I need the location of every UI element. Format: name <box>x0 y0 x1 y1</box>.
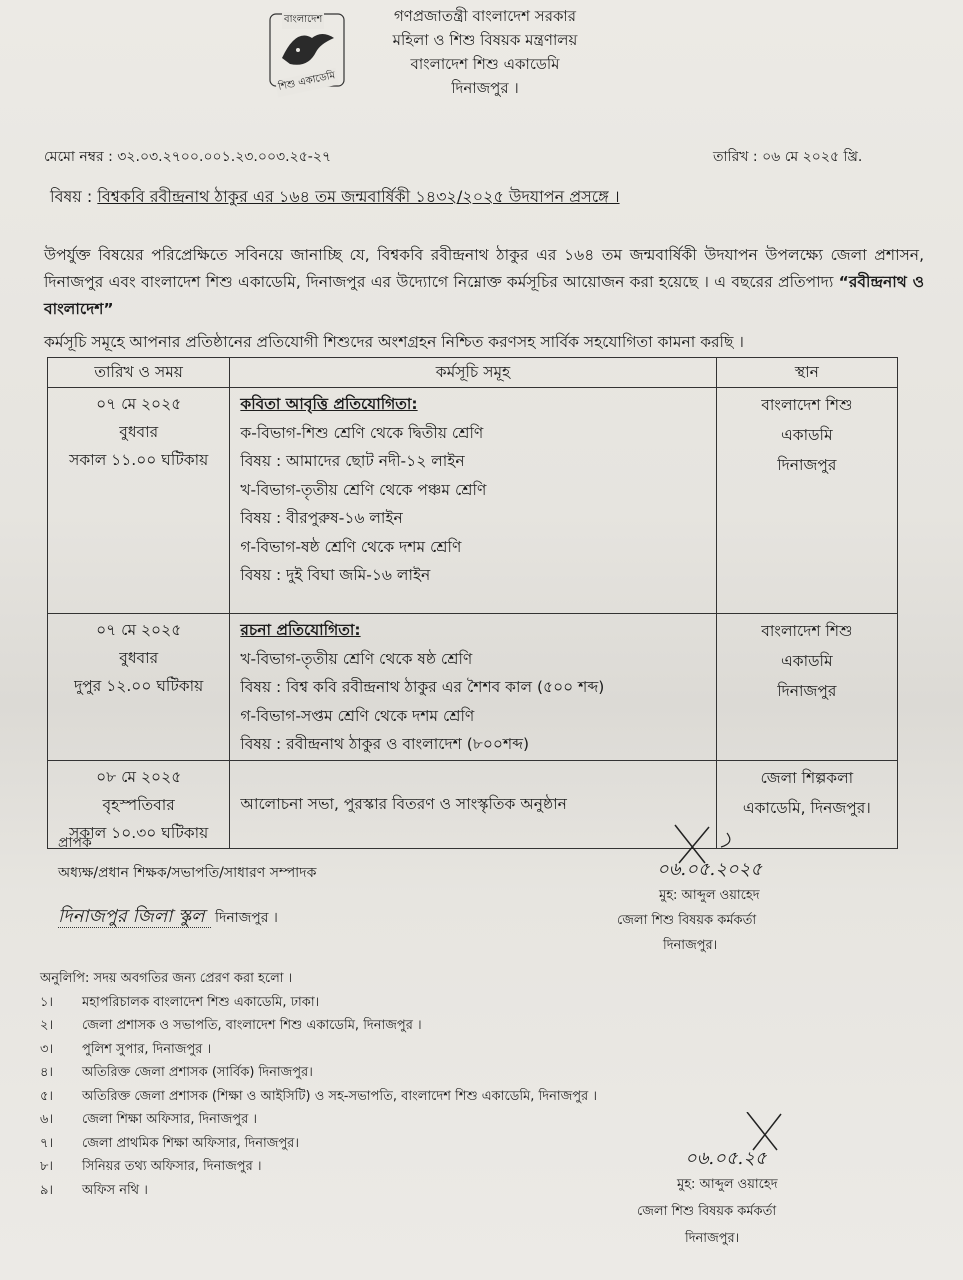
header-datetime: তারিখ ও সময় <box>48 358 230 388</box>
list-item <box>40 1179 597 1203</box>
letterhead <box>370 4 600 100</box>
date-text: ০৭ মে ২০২৫ <box>96 395 182 413</box>
list-item <box>40 1108 597 1132</box>
officer-place: দিনাজপুর। <box>663 938 718 953</box>
logo-top-text: বাংলাদেশ <box>282 12 324 29</box>
item-text: অতিরিক্ত জেলা প্রশাসক (সার্বিক) দিনাজপুর। <box>82 1065 313 1080</box>
item-text: সিনিয়র তথ্য অফিসার, দিনাজপুর । <box>82 1159 262 1174</box>
officer-name: মুহ: আব্দুল ওয়াহেদ <box>677 1177 778 1192</box>
venue-cell <box>716 614 897 761</box>
distribution-list <box>40 967 597 1202</box>
theme-text: “রবীন্দ্রনাথ ও বাংলাদেশ” <box>44 273 924 318</box>
time-text: দুপুর ১২.০০ ঘটিকায় <box>74 677 204 695</box>
list-item <box>40 1061 597 1085</box>
list-item <box>40 1038 597 1062</box>
memo-number: মেমো নম্বর : ৩২.০৩.২৭০০.০০১.২৩.০০৩.২৫-২৭ <box>44 149 332 165</box>
distribution-title: অনুলিপি: সদয় অবগতির জন্য প্রেরণ করা হলো । <box>40 971 293 986</box>
letter-date: তারিখ : ০৬ মে ২০২৫ খ্রি. <box>713 149 863 165</box>
venue-line: একাডমি <box>781 652 833 670</box>
item-number: ৩। <box>40 1041 54 1057</box>
item-number: ৬। <box>40 1112 54 1127</box>
body-paragraph-2: কর্মসূচি সমূহে আপনার প্রতিষ্ঠানের প্রতিযোগী শিশুদের অংশগ্রহন নিশ্চিত করণসহ সার্বিক সহযোগিতা কামনা করছি । <box>44 333 744 351</box>
item-number: ১। <box>40 994 54 1010</box>
table-row <box>48 614 898 761</box>
officer-designation: জেলা শিশু বিষয়ক কর্মকর্তা <box>617 913 757 928</box>
recipient-block <box>58 828 316 933</box>
academy-logo <box>268 8 348 93</box>
item-number: ৮। <box>40 1159 54 1174</box>
program-line: গ-বিভাগ-ষষ্ঠ শ্রেণি থেকে দশম শ্রেণি <box>240 537 462 556</box>
item-number: ৯। <box>40 1182 54 1198</box>
program-line: বিষয় : দুই বিঘা জমি-১৬ লাইন <box>240 566 431 584</box>
day-text: বুধবার <box>119 423 159 441</box>
recipient-label: প্রাপক <box>58 835 92 851</box>
signature-date: ০৬.০৫.২৫ <box>685 1148 767 1169</box>
officer-place: দিনাজপুর। <box>685 1231 740 1246</box>
item-number: ৭। <box>40 1135 54 1151</box>
header-program: কর্মসূচি সমূহ <box>230 358 716 388</box>
signature-scribble <box>687 1112 807 1152</box>
item-text: জেলা শিক্ষা অফিসার, দিনাজপুর । <box>82 1112 258 1127</box>
venue-line: জেলা শিল্পকলা <box>760 768 854 787</box>
venue-line: দিনাজপুর <box>777 456 837 474</box>
datetime-cell <box>48 388 230 614</box>
time-text: সকাল ১০.৩০ ঘটিকায় <box>69 823 209 842</box>
datetime-cell <box>48 614 230 761</box>
venue-line: বাংলাদেশ শিশু <box>761 622 853 640</box>
venue-cell <box>716 388 897 614</box>
venue-line: বাংলাদেশ শিশু <box>761 396 853 414</box>
program-line: গ-বিভাগ-সপ্তম শ্রেণি থেকে দশম শ্রেণি <box>240 706 475 725</box>
list-item <box>40 1155 597 1179</box>
signature-block-2 <box>637 1118 847 1250</box>
officer-name: মুহ: আব্দুল ওয়াহেদ <box>659 888 760 903</box>
header-line-4: দিনাজপুর । <box>451 79 519 97</box>
program-title: রচনা প্রতিযোগিতা: <box>240 621 361 639</box>
program-line: খ-বিভাগ-তৃতীয় শ্রেণি থেকে পঞ্চম শ্রেণি <box>240 480 487 499</box>
program-line: ক-বিভাগ-শিশু শ্রেণি থেকে দ্বিতীয় শ্রেণি <box>240 423 484 442</box>
recipient-line: অধ্যক্ষ/প্রধান শিক্ষক/সভাপতি/সাধারণ সম্পাদক <box>58 865 317 881</box>
program-cell <box>230 388 716 614</box>
header-line-2: মহিলা ও শিশু বিষয়ক মন্ত্রণালয় <box>392 31 578 49</box>
venue-line: একাডেমি, দিনজপুর। <box>742 798 871 817</box>
program-line: বিষয় : বিশ্ব কবি রবীন্দ্রনাথ ঠাকুর এর শৈশব কাল (৫০০ শব্দ) <box>240 678 605 696</box>
body-paragraph <box>44 242 924 323</box>
list-item <box>40 991 597 1015</box>
item-text: অফিস নথি । <box>82 1182 148 1198</box>
list-item <box>40 1014 597 1038</box>
time-text: সকাল ১১.০০ ঘটিকায় <box>69 451 209 469</box>
venue-line: একাডমি <box>781 426 833 444</box>
signature-date: ০৬.০৫.২০২৫ <box>657 859 763 880</box>
dove-icon <box>282 34 334 65</box>
program-title: কবিতা আবৃত্তি প্রতিযোগিতা: <box>240 395 418 413</box>
day-text: বৃহস্পতিবার <box>102 795 175 814</box>
header-line-3: বাংলাদেশ শিশু একাডেমি <box>410 55 560 73</box>
program-line: বিষয় : রবীন্দ্রনাথ ঠাকুর ও বাংলাদেশ (৮০০শব্দ) <box>240 735 530 753</box>
header-line-1: গণপ্রজাতন্ত্রী বাংলাদেশ সরকার <box>393 7 577 25</box>
item-text: মহাপরিচালক বাংলাদেশ শিশু একাডেমি, ঢাকা। <box>82 994 320 1010</box>
table-row <box>48 388 898 614</box>
venue-line: দিনাজপুর <box>777 682 837 700</box>
recipient-suffix: দিনাজপুর । <box>214 910 278 926</box>
table-header-row <box>48 358 898 388</box>
item-text: জেলা প্রশাসক ও সভাপতি, বাংলাদেশ শিশু একাডেমি, দিনাজপুর । <box>82 1018 422 1033</box>
item-number: ২। <box>40 1018 54 1033</box>
item-text: অতিরিক্ত জেলা প্রশাসক (শিক্ষা ও আইসিটি) ও সহ-সভাপতি, বাংলাদেশ শিশু একাডেমি, দিনাজপুর । <box>82 1088 597 1104</box>
body-text: উপর্যুক্ত বিষয়ের পরিপ্রেক্ষিতে সবিনয়ে জানাচ্ছি যে, বিশ্বকবি রবীন্দ্রনাথ ঠাকুর এর ১৬৪ তম জন্মবার্ষিকী উদযাপন উপলক্ষ্যে জেলা প্রশাসন, দিনাজপুর এবং বাংলাদেশ শিশু একাডেমি, দিনাজপুর এর উদ্যোগে নিম্নোক্ত কর্মসূচির আয়োজন করা হয়েছে । এ বছরের প্রতিপাদ্য <box>44 246 924 291</box>
date-text: ০৭ মে ২০২৫ <box>96 621 182 639</box>
program-line: আলোচনা সভা, পুরস্কার বিতরণ ও সাংস্কৃতিক অনুষ্ঠান <box>240 795 567 814</box>
list-item <box>40 1085 597 1109</box>
item-number: ৪। <box>40 1065 54 1080</box>
program-table <box>47 357 898 849</box>
date-text: ০৮ মে ২০২৫ <box>96 767 182 786</box>
program-line: বিষয় : বীরপুরুষ-১৬ লাইন <box>240 509 403 527</box>
subject-label: বিষয় : <box>50 187 93 206</box>
list-item <box>40 1132 597 1156</box>
signature-block <box>617 823 827 957</box>
subject-text: বিশ্বকবি রবীন্দ্রনাথ ঠাকুর এর ১৬৪ তম জন্মবার্ষিকী ১৪৩২/২০২৫ উদযাপন প্রসঙ্গে । <box>97 187 620 206</box>
item-text: জেলা প্রাথমিক শিক্ষা অফিসার, দিনাজপুর। <box>82 1135 299 1151</box>
officer-designation: জেলা শিশু বিষয়ক কর্মকর্তা <box>637 1204 777 1219</box>
program-line: খ-বিভাগ-তৃতীয় শ্রেণি থেকে ষষ্ঠ শ্রেণি <box>240 649 473 668</box>
handwritten-school: দিনাজপুর জিলা স্কুল <box>58 906 211 928</box>
logo-bottom-text: শিশু একাডেমি <box>275 68 339 97</box>
item-text: পুলিশ সুপার, দিনাজপুর । <box>82 1041 212 1057</box>
subject-line <box>50 184 620 211</box>
item-number: ৫। <box>40 1088 54 1104</box>
day-text: বুধবার <box>119 649 159 667</box>
program-cell <box>230 614 716 761</box>
header-venue: স্থান <box>716 358 897 388</box>
program-line: বিষয় : আমাদের ছোট নদী-১২ লাইন <box>240 452 465 470</box>
